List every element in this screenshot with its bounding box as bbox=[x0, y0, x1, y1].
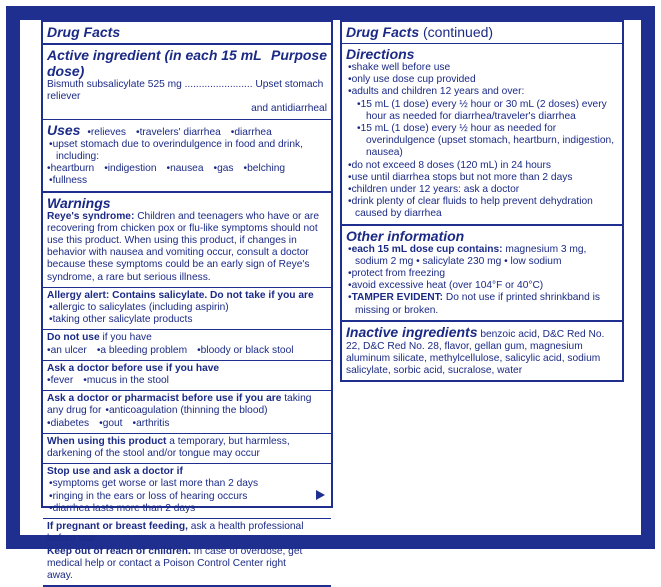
when-using-heading: When using this product bbox=[47, 435, 167, 447]
directions-item: • adults and children 12 years and over: bbox=[346, 86, 618, 98]
active-ingredient-section bbox=[43, 45, 331, 120]
uses-item: • fullness bbox=[47, 175, 327, 187]
stop-use-heading: Stop use and ask a doctor if bbox=[47, 466, 183, 478]
purpose-heading: Purpose bbox=[270, 47, 327, 63]
active-ingredient-heading: Active ingredient (in each 15 mL dose) bbox=[47, 47, 262, 79]
drug-facts-title: Drug Facts bbox=[47, 24, 121, 40]
drug-facts-panel-left bbox=[41, 20, 333, 581]
ask-pharmacist-item: • diabetes bbox=[47, 418, 89, 429]
other-info-item: • protect from freezing bbox=[346, 268, 618, 280]
uses-sub-item: • nausea bbox=[167, 163, 204, 174]
directions-item: • do not exceed 8 doses (120 mL) in 24 hours bbox=[346, 160, 618, 172]
active-ingredient-line: Bismuth subsalicylate 525 mg ........................ Upset stomach reliever bbox=[47, 79, 324, 103]
do-not-use-item: • an ulcer bbox=[47, 345, 87, 356]
uses-sub-item: • belching bbox=[244, 163, 286, 174]
ask-pharmacist-item: • arthritis bbox=[133, 418, 170, 429]
ask-pharmacist-item: • gout bbox=[99, 418, 122, 429]
directions-heading: Directions bbox=[346, 46, 415, 62]
pregnancy-keep-out-section: If pregnant or breast feeding, ask a health professional before use. Keep out of reach of children. In case of overdose, get medical help or contact a Poison Control Center right away. bbox=[43, 519, 331, 587]
active-ingredient-purpose: and antidiarrheal bbox=[251, 103, 327, 115]
when-using-section: When using this product a temporary, but harmless, darkening of the stool and/or tongue may occur bbox=[43, 434, 331, 464]
ask-doctor-item: • fever bbox=[47, 375, 73, 386]
drug-facts-title-section bbox=[43, 22, 331, 45]
ask-pharmacist-heading: Ask a doctor or pharmacist before use if you are bbox=[47, 393, 282, 405]
directions-sub-item: • 15 mL (1 dose) every ½ hour as needed for overindulgence (upset stomach, heartburn, indigestion, nausea) bbox=[346, 123, 618, 160]
uses-sub-item: • gas bbox=[214, 163, 234, 174]
stop-use-item: • symptoms get worse or last more than 2 days bbox=[47, 478, 327, 490]
uses-sub-item: • heartburn bbox=[47, 163, 94, 174]
warnings-section bbox=[43, 193, 331, 288]
directions-item: • use until diarrhea stops but not more than 2 days bbox=[346, 172, 618, 184]
drug-facts-panel-right bbox=[340, 20, 624, 382]
ask-doctor-list bbox=[47, 375, 327, 387]
warnings-heading: Warnings bbox=[47, 194, 111, 211]
continued-label: (continued) bbox=[419, 24, 494, 40]
uses-inline-item: • travelers' diarrhea bbox=[136, 127, 221, 138]
uses-sub-list bbox=[47, 163, 327, 175]
uses-item: • upset stomach due to overindulgence in food and drink, including: bbox=[47, 139, 327, 163]
directions-item: • children under 12 years: ask a doctor bbox=[346, 184, 618, 196]
directions-item: • drink plenty of clear fluids to help prevent dehydration caused by diarrhea bbox=[346, 196, 618, 220]
pregnancy-heading: If pregnant or breast feeding, bbox=[47, 521, 188, 533]
stop-use-section bbox=[43, 464, 331, 519]
do-not-use-section: Do not use if you have • an ulcer• a bleeding problem• bloody or black stool bbox=[43, 330, 331, 360]
ask-pharmacist-list bbox=[47, 418, 327, 430]
uses-sub-item: • indigestion bbox=[104, 163, 156, 174]
other-info-item: • TAMPER EVIDENT: Do not use if printed shrinkband is missing or broken. bbox=[346, 292, 618, 316]
ask-pharmacist-section: Ask a doctor or pharmacist before use if you are taking any drug for• anticoagulation (thinning the blood) • diabetes• gout• arthritis bbox=[43, 391, 331, 434]
drug-facts-continued-title-section bbox=[342, 22, 622, 44]
stop-use-item: • ringing in the ears or loss of hearing occurs bbox=[47, 491, 327, 503]
stop-use-item: • diarrhea lasts more than 2 days bbox=[47, 503, 327, 515]
keep-out-heading: Keep out of reach of children. bbox=[47, 545, 191, 557]
reye-warning: Reye's syndrome: Children and teenagers who have or are recovering from chicken pox or flu-like symptoms should not use this product. When using this product, if changes in behavior with nausea and vomiting occur, consult a doctor because these symptoms could be an early sign of Reye's syndrome, a rare but serious illness. bbox=[47, 210, 319, 283]
directions-item: • only use dose cup provided bbox=[346, 74, 618, 86]
directions-item: • shake well before use bbox=[346, 62, 618, 74]
allergy-item: • taking other salicylate products bbox=[47, 314, 327, 326]
play-triangle-icon bbox=[316, 490, 325, 500]
ask-doctor-section bbox=[43, 361, 331, 391]
do-not-use-item: • a bleeding problem bbox=[97, 345, 187, 356]
uses-inline-item: • relieves bbox=[87, 127, 126, 138]
uses-heading: Uses bbox=[47, 121, 81, 138]
ask-doctor-item: • mucus in the stool bbox=[83, 375, 169, 386]
allergy-heading: Allergy alert: Contains salicylate. Do not take if you are bbox=[47, 289, 314, 301]
other-info-item: • each 15 mL dose cup contains: magnesium 3 mg, sodium 2 mg • salicylate 230 mg • low sodium bbox=[346, 244, 618, 268]
ask-doctor-heading: Ask a doctor before use if you have bbox=[47, 362, 220, 374]
uses-section bbox=[43, 120, 331, 193]
allergy-item: • allergic to salicylates (including aspirin) bbox=[47, 302, 327, 314]
inactive-ingredients-list: benzoic acid, D&C Red No. 22, D&C Red No. 28, flavor, gellan gum, magnesium aluminum silicate, methylcellulose, salicylic acid, sodium salicylate, sorbic acid, sucralose, water bbox=[346, 328, 605, 377]
other-information-heading: Other information bbox=[346, 227, 465, 244]
uses-inline-item: • diarrhea bbox=[231, 127, 272, 138]
directions-section bbox=[342, 44, 622, 226]
drug-facts-title-right: Drug Facts bbox=[346, 24, 420, 40]
do-not-use-heading: Do not use bbox=[47, 332, 100, 344]
do-not-use-item: • bloody or black stool bbox=[197, 345, 293, 356]
ask-pharmacist-item: • anticoagulation (thinning the blood) bbox=[105, 405, 267, 416]
directions-sub-item: • 15 mL (1 dose) every ½ hour or 30 mL (2 doses) every hour as needed for diarrhea/traveler's diarrhea bbox=[346, 99, 618, 123]
do-not-use-list bbox=[47, 345, 327, 357]
other-information-section bbox=[342, 226, 622, 322]
inactive-ingredients-heading: Inactive ingredients bbox=[346, 323, 478, 340]
other-info-item: • avoid excessive heat (over 104°F or 40°C) bbox=[346, 280, 618, 292]
allergy-section bbox=[43, 288, 331, 331]
inactive-ingredients-section bbox=[342, 322, 622, 381]
